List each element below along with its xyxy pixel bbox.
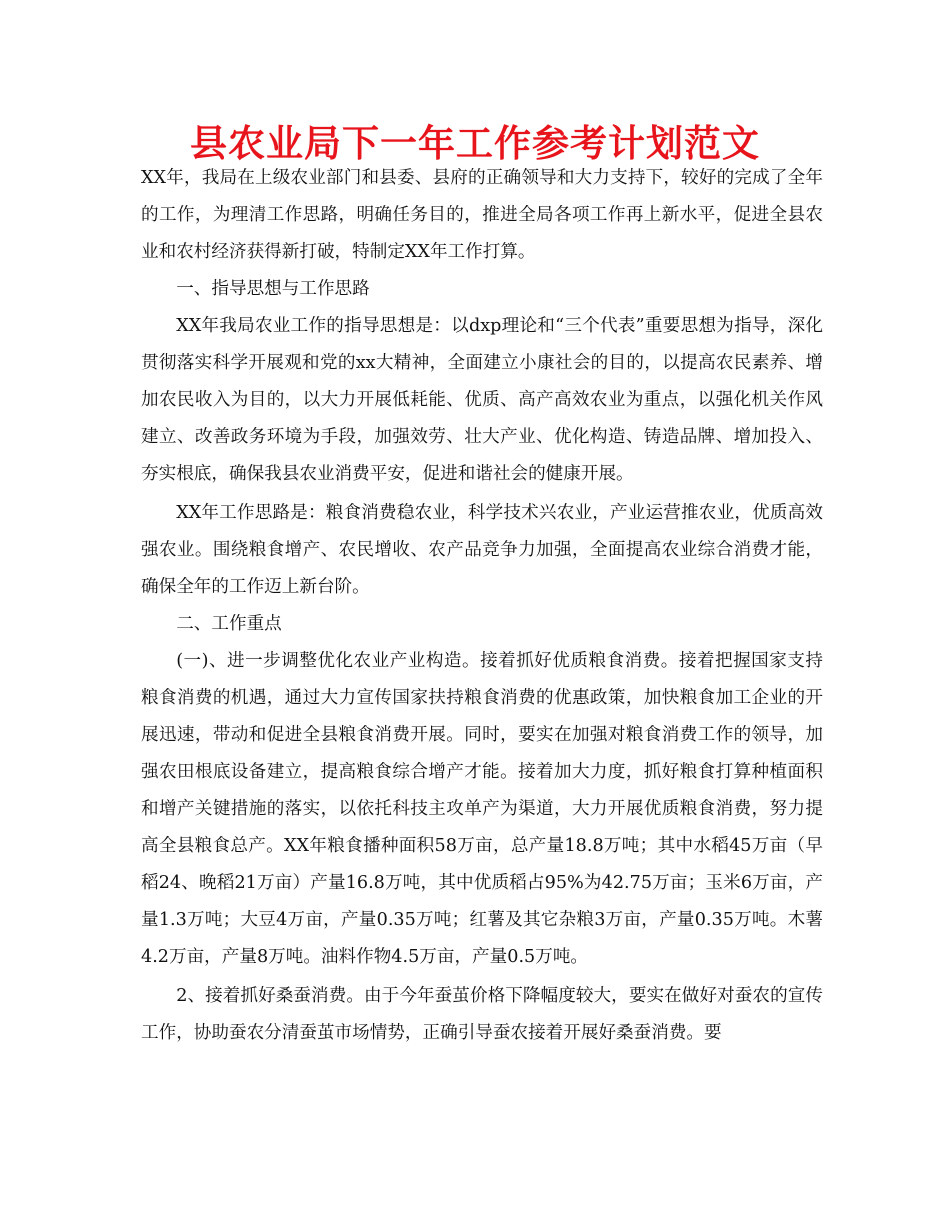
guiding-ideas-paragraph: XX年我局农业工作的指导思想是：以dxp理论和“三个代表”重要思想为指导，深化贯彻落实科学开展观和党的xx大精神，全面建立小康社会的目的，以提高农民素养、增加农民收入为目的，以大力开展低耗能、优质、高产高效农业为重点，以强化机关作风建立、改善政务环境为手段，加强效劳、壮大产业、优化构造、铸造品牌、增加投入、夯实根底，确保我县农业消费平安，促进和谐社会的健康开展。 [141,316,823,484]
section-heading-guiding-ideas: 一、指导思想与工作思路 [176,279,370,299]
sericulture-paragraph: 2、接着抓好桑蚕消费。由于今年蚕茧价格下降幅度较大，要实在做好对蚕农的宣传工作，协助蚕农分清蚕茧市场情势，正确引导蚕农接着开展好桑蚕消费。要 [141,986,823,1043]
section-heading-work-focus: 二、工作重点 [176,614,282,634]
industry-structure-paragraph: (一)、进一步调整优化农业产业构造。接着抓好优质粮食消费。接着把握国家支持粮食消费的机遇，通过大力宣传国家扶持粮食消费的优惠政策，加快粮食加工企业的开展迅速，带动和促进全县粮食消费开展。同时，要实在加强对粮食消费工作的领导，加强农田根底设备建立，提高粮食综合增产才能。接着加大力度，抓好粮食打算种植面积和增产关键措施的落实，以依托科技主攻单产为渠道，大力开展优质粮食消费，努力提高全县粮食总产。XX年粮食播种面积58万亩，总产量18.8万吨；其中水稻45万亩（早稻24、晚稻21万亩）产量16.8万吨，其中优质稻占95%为42.75万亩；玉米6万亩，产量1.3万吨；大豆4万亩，产量0.35万吨；红薯及其它杂粮3万亩，产量0.35万吨。木薯4.2万亩，产量8万吨。油料作物4.5万亩，产量0.5万吨。 [141,651,823,967]
intro-paragraph: XX年，我局在上级农业部门和县委、县府的正确领导和大力支持下，较好的完成了全年的工作，为理清工作思路，明确任务目的，推进全局各项工作再上新水平，促进全县农业和农村经济获得新打破，特制定XX年工作打算。 [141,168,823,262]
document-title: 县农业局下一年工作参考计划范文 [190,122,760,165]
document-body [141,160,823,1052]
work-approach-paragraph: XX年工作思路是：粮食消费稳农业，科学技术兴农业，产业运营推农业，优质高效强农业。围绕粮食增产、农民增收、农产品竞争力加强，全面提高农业综合消费才能，确保全年的工作迈上新台阶。 [141,503,823,597]
